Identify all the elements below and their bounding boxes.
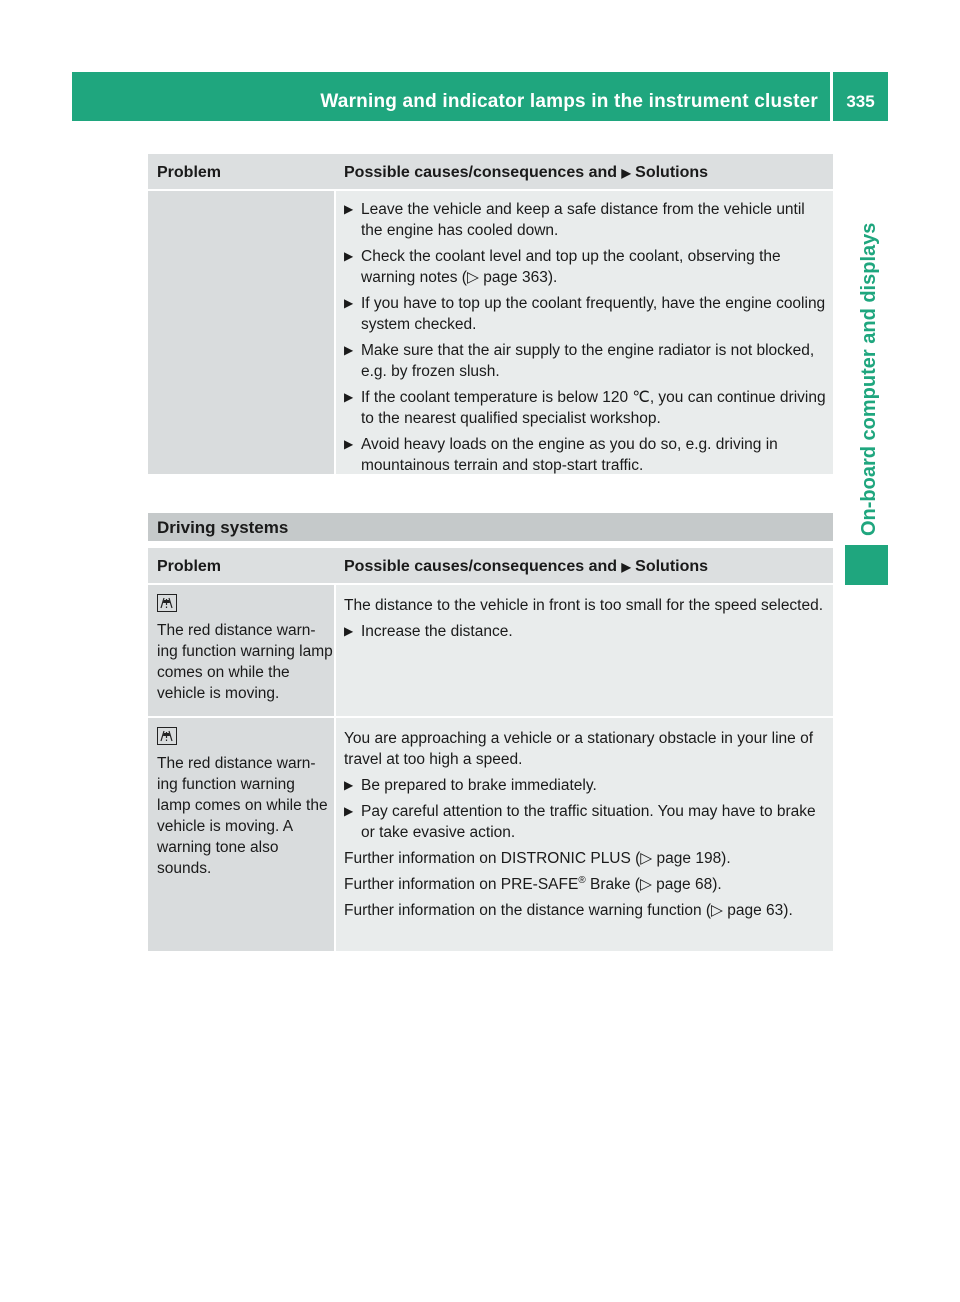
list-item: [344, 340, 829, 382]
list-item: [344, 801, 829, 843]
column-header-solutions-label: Solutions: [635, 558, 709, 575]
page-number: 335: [846, 92, 875, 111]
problem-text: The red distance warn-ing function warning lamp comes on while the vehicle is moving. A warning tone also sounds.: [157, 755, 328, 877]
arrow-right-icon: ▶: [344, 343, 354, 357]
info-text: Further information on DISTRONIC PLUS (▷ page 198).: [344, 850, 731, 867]
list-item-text: If you have to top up the coolant frequently, have the engine cooling system checked.: [361, 295, 826, 333]
section-heading: Driving systems: [148, 513, 833, 541]
column-header-causes-label: Possible causes/consequences and: [344, 164, 618, 181]
column-header-problem: Problem: [157, 558, 222, 575]
solutions-cell: [336, 585, 833, 716]
table-header-row: [148, 548, 833, 585]
column-header-causes-label: Possible causes/consequences and: [344, 558, 618, 575]
table-row: [148, 191, 833, 476]
list-item-text: Check the coolant level and top up the coolant, observing the warning notes (▷ page 363).: [361, 248, 781, 286]
info-text: Further information on the distance warning function (▷ page 63).: [344, 902, 793, 919]
registered-mark: ®: [578, 874, 586, 886]
arrow-right-icon: ▶: [344, 624, 354, 638]
side-tab: [845, 140, 881, 540]
arrow-right-icon: ▶: [344, 390, 354, 404]
arrow-right-icon: ▶: [344, 437, 354, 451]
list-item-text: Leave the vehicle and keep a safe distance from the vehicle until the engine has cooled down.: [361, 201, 805, 239]
list-item: [344, 199, 829, 241]
cause-text: The distance to the vehicle in front is too small for the speed selected.: [344, 597, 824, 614]
list-item-text: Increase the distance.: [361, 623, 513, 640]
list-item-text: Make sure that the air supply to the engine radiator is not blocked, e.g. by frozen slush.: [361, 342, 815, 380]
cause-text: You are approaching a vehicle or a stationary obstacle in your line of travel at too high a speed.: [344, 730, 814, 768]
problem-cell: [148, 585, 336, 716]
table-coolant: [148, 154, 833, 476]
distance-warning-lamp-icon: [157, 594, 177, 612]
column-header-solutions-label: Solutions: [635, 164, 709, 181]
side-tab-marker: [845, 545, 888, 585]
list-item: [344, 434, 829, 476]
list-item-text: Avoid heavy loads on the engine as you do so, e.g. driving in mountainous terrain and stop-start traffic.: [361, 436, 778, 474]
arrow-right-icon: ▶: [344, 778, 354, 792]
header-title: Warning and indicator lamps in the instrument cluster: [320, 91, 818, 112]
table-row: [148, 585, 833, 718]
arrow-right-icon: ▶: [344, 296, 354, 310]
problem-cell: [148, 718, 336, 951]
distance-warning-lamp-icon: [157, 727, 177, 745]
column-header-causes: [336, 548, 833, 583]
list-item: [344, 775, 829, 796]
table-header-row: [148, 154, 833, 191]
arrow-right-icon: ▶: [344, 202, 354, 216]
arrow-right-icon: ▶: [344, 804, 354, 818]
list-item: [344, 387, 829, 429]
table-row: [148, 718, 833, 953]
column-header-causes: [336, 154, 833, 189]
problem-text: The red distance warn-ing function warning lamp comes on while the vehicle is moving.: [157, 622, 333, 702]
list-item: [344, 293, 829, 335]
problem-cell: [148, 191, 336, 474]
column-header-problem: Problem: [157, 164, 222, 181]
list-item-text: Pay careful attention to the traffic situation. You may have to brake or take evasive action.: [361, 803, 816, 841]
info-text-part: Brake (▷ page 68).: [585, 876, 722, 893]
list-item: [344, 621, 829, 642]
info-text: [344, 874, 829, 895]
table-driving-systems: [148, 548, 833, 953]
side-tab-label: On-board computer and displays: [858, 222, 880, 536]
arrow-right-icon: ▶: [344, 249, 354, 263]
page-header: [72, 72, 888, 121]
solutions-cell: [336, 191, 833, 474]
solution-arrow-icon: ▶: [621, 166, 631, 180]
list-item-text: If the coolant temperature is below 120 ℃, you can continue driving to the nearest qualified specialist workshop.: [361, 389, 826, 427]
solutions-cell: [336, 718, 833, 951]
info-text-part: Further information on PRE-SAFE: [344, 876, 579, 893]
list-item: [344, 246, 829, 288]
solution-arrow-icon: ▶: [621, 560, 631, 574]
list-item-text: Be prepared to brake immediately.: [361, 777, 597, 794]
